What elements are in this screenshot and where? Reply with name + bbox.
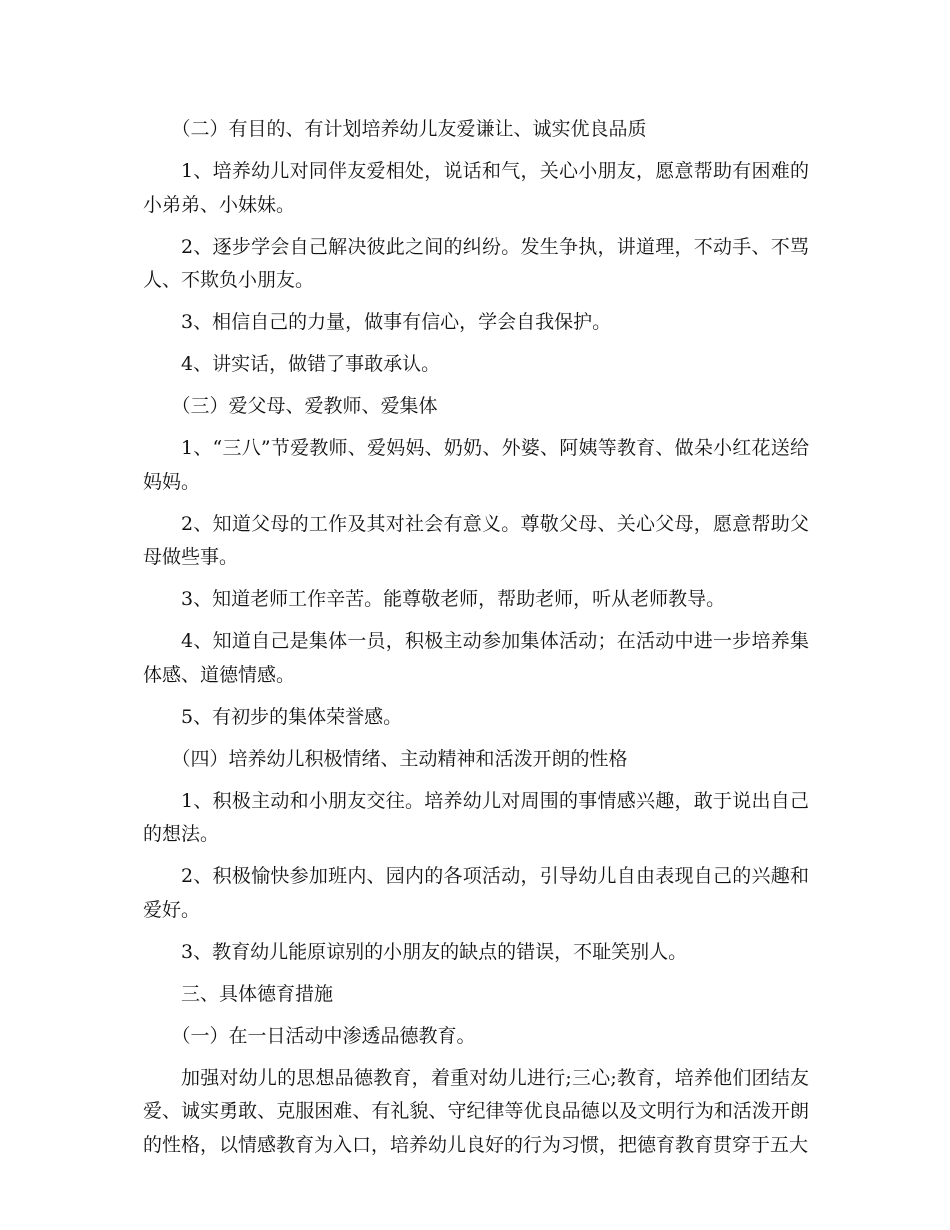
chapter-heading: 三、具体德育措施 [181, 982, 334, 1005]
paragraph: 3、相信自己的力量，做事有信心，学会自我保护。 [181, 311, 612, 333]
section-heading: （一）在一日活动中渗透品德教育。 [171, 1024, 476, 1047]
document-body [143, 113, 809, 1171]
paragraph: 加强对幼儿的思想品德教育，着重对幼儿进行;三心;教育，培养他们团结友爱、诚实勇敢、克服困难、有礼貌、守纪律等优良品德以及文明行为和活泼开朗的性格，以情感教育为入口，培养幼儿良好的行为习惯，把德育教育贯穿于五大 [143, 1066, 809, 1156]
paragraph: 5、有初步的集体荣誉感。 [181, 705, 403, 728]
section-heading: （二）有目的、有计划培养幼儿友爱谦让、诚实优良品质 [171, 118, 647, 140]
paragraph: 4、知道自己是集体一员，积极主动参加集体活动；在活动中进一步培养集体感、道德情感。 [143, 630, 809, 686]
paragraph: 4、讲实话，做错了事敢承认。 [181, 353, 441, 375]
paragraph: 3、教育幼儿能原谅别的小朋友的缺点的错误，不耻笑别人。 [181, 940, 688, 963]
paragraph: 1、培养幼儿对同伴友爱相处，说话和气，关心小朋友，愿意帮助有困难的小弟弟、小妹妹。 [143, 160, 809, 216]
section-heading: （三）爱父母、爱教师、爱集体 [171, 395, 438, 417]
paragraph: 1、“三八”节爱教师、爱妈妈、奶奶、外婆、阿姨等教育、做朵小红花送给妈妈。 [143, 437, 809, 493]
paragraph: 1、积极主动和小朋友交往。培养幼儿对周围的事情感兴趣，敢于说出自己的想法。 [143, 789, 809, 845]
paragraph: 2、逐步学会自己解决彼此之间的纠纷。发生争执，讲道理，不动手、不骂人、不欺负小朋友。 [143, 235, 809, 291]
paragraph: 2、知道父母的工作及其对社会有意义。尊敬父母、关心父母，愿意帮助父母做些事。 [143, 512, 809, 568]
paragraph: 2、积极愉快参加班内、园内的各项活动，引导幼儿自由表现自己的兴趣和爱好。 [143, 865, 809, 921]
section-heading: （四）培养幼儿积极情绪、主动精神和活泼开朗的性格 [171, 747, 628, 770]
paragraph: 3、知道老师工作辛苦。能尊敬老师，帮助老师，听从老师教导。 [181, 588, 726, 610]
